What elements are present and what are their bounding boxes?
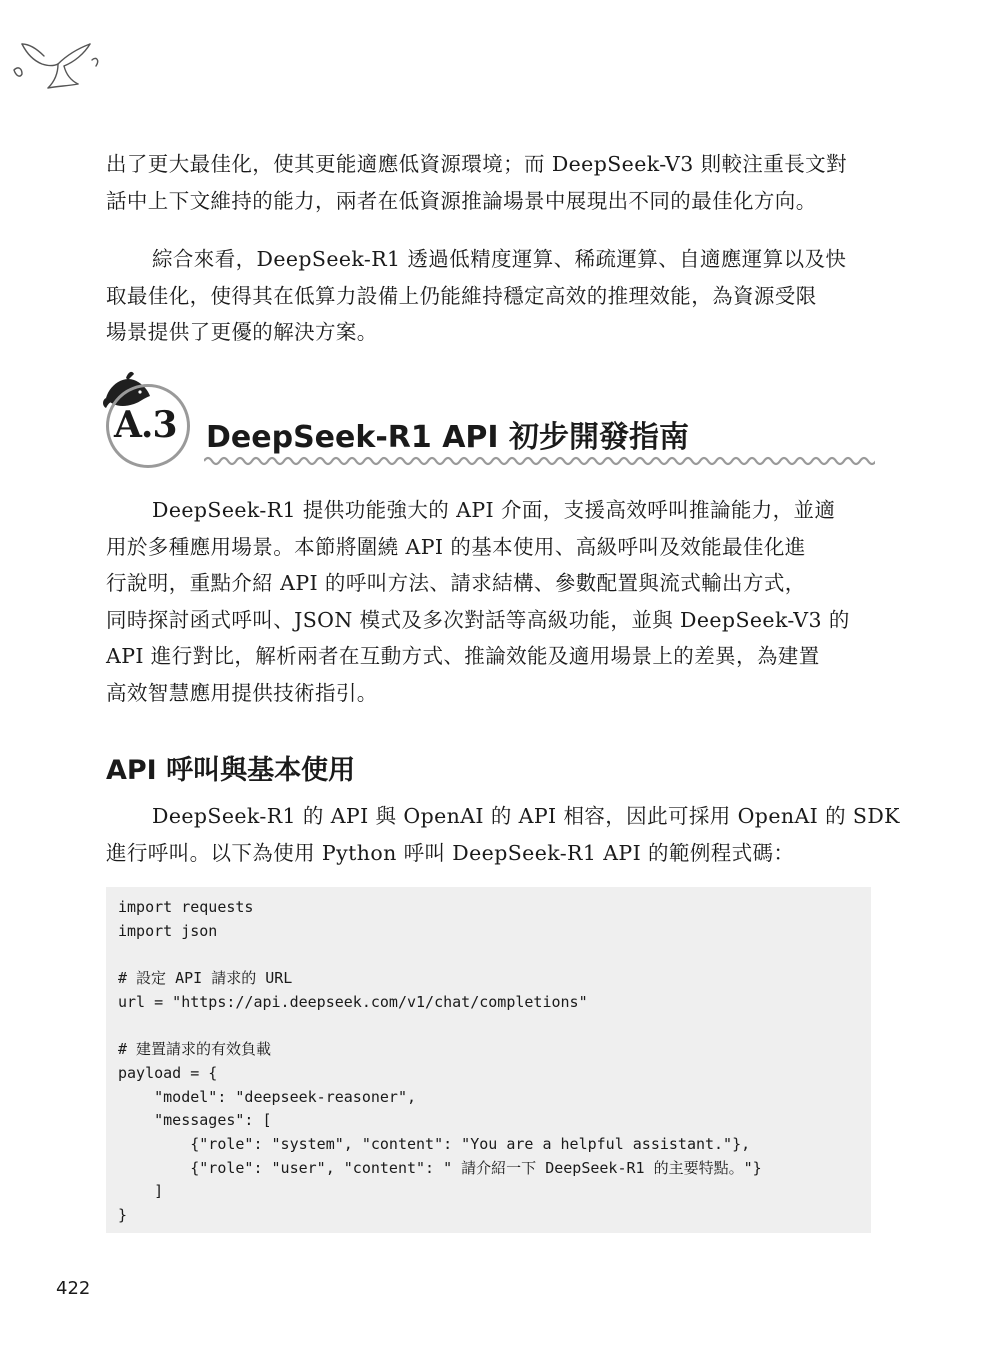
paragraph-line: 綜合來看，DeepSeek-R1 透過低精度運算、稀疏運算、自適應運算以及快 xyxy=(152,247,847,271)
section-number: A.3 xyxy=(114,404,177,446)
body-paragraph xyxy=(106,146,871,219)
subheading: API 呼叫與基本使用 xyxy=(106,755,356,786)
code-line: {"role": "system", "content": "You are a helpful assistant."}, xyxy=(118,1134,751,1153)
paragraph-line: 話中上下文維持的能力，兩者在低資源推論場景中展現出不同的最佳化方向。 xyxy=(106,188,817,213)
code-line: } xyxy=(118,1205,128,1224)
code-line: # 設定 API 請求的 URL xyxy=(118,969,293,988)
code-line: payload = { xyxy=(118,1063,218,1082)
paragraph-line: 取最佳化，使得其在低算力設備上仍能維持穩定高效的推理效能，為資源受限 xyxy=(106,283,817,308)
paragraph-line: 進行呼叫。以下為使用 Python 呼叫 DeepSeek-R1 API 的範例程式碼： xyxy=(106,840,795,865)
code-line: import json xyxy=(118,921,218,940)
section-title: DeepSeek-R1 API 初步開發指南 xyxy=(206,420,690,455)
code-line: import requests xyxy=(118,898,254,916)
paragraph-line: 用於多種應用場景。本節將圍繞 API 的基本使用、高級呼叫及效能最佳化進 xyxy=(106,534,806,559)
code-block xyxy=(106,887,871,1233)
paragraph-line: DeepSeek-R1 提供功能強大的 API 介面，支援高效呼叫推論能力，並適 xyxy=(152,498,836,522)
code-line: # 建置請求的有效負載 xyxy=(118,1040,272,1059)
code-line xyxy=(118,1014,859,1038)
whale-tail-icon xyxy=(8,30,100,94)
code-line: ] xyxy=(118,1182,164,1201)
code-line: "messages": [ xyxy=(118,1111,272,1130)
paragraph-line: 出了更大最佳化，使其更能適應低資源環境；而 DeepSeek-V3 則較注重長文對 xyxy=(106,152,847,176)
paragraph-line: API 進行對比，解析兩者在互動方式、推論效能及適用場景上的差異，為建置 xyxy=(106,644,820,668)
section-heading xyxy=(100,368,875,478)
paragraph-line: DeepSeek-R1 的 API 與 OpenAI 的 API 相容，因此可採用 OpenAI 的 SDK xyxy=(152,804,900,828)
paragraph-line: 高效智慧應用提供技術指引。 xyxy=(106,680,378,705)
paragraph-line: 同時探討函式呼叫、JSON 模式及多次對話等高級功能，並與 DeepSeek-V3 的 xyxy=(106,607,850,632)
body-paragraph xyxy=(106,241,871,351)
code-line xyxy=(118,943,859,967)
paragraph-line: 行說明，重點介紹 API 的呼叫方法、請求結構、參數配置與流式輸出方式， xyxy=(106,571,806,595)
code-line: url = "https://api.deepseek.com/v1/chat/completions" xyxy=(118,992,588,1011)
wave-divider xyxy=(204,454,875,468)
paragraph-line: 場景提供了更優的解決方案。 xyxy=(106,320,378,344)
body-paragraph xyxy=(106,798,900,871)
code-line: {"role": "user", "content": " 請介紹一下 DeepSeek-R1 的主要特點。"} xyxy=(118,1158,762,1177)
code-line: "model": "deepseek-reasoner", xyxy=(118,1087,417,1106)
body-paragraph xyxy=(106,492,871,711)
page-number: 422 xyxy=(56,1278,91,1299)
